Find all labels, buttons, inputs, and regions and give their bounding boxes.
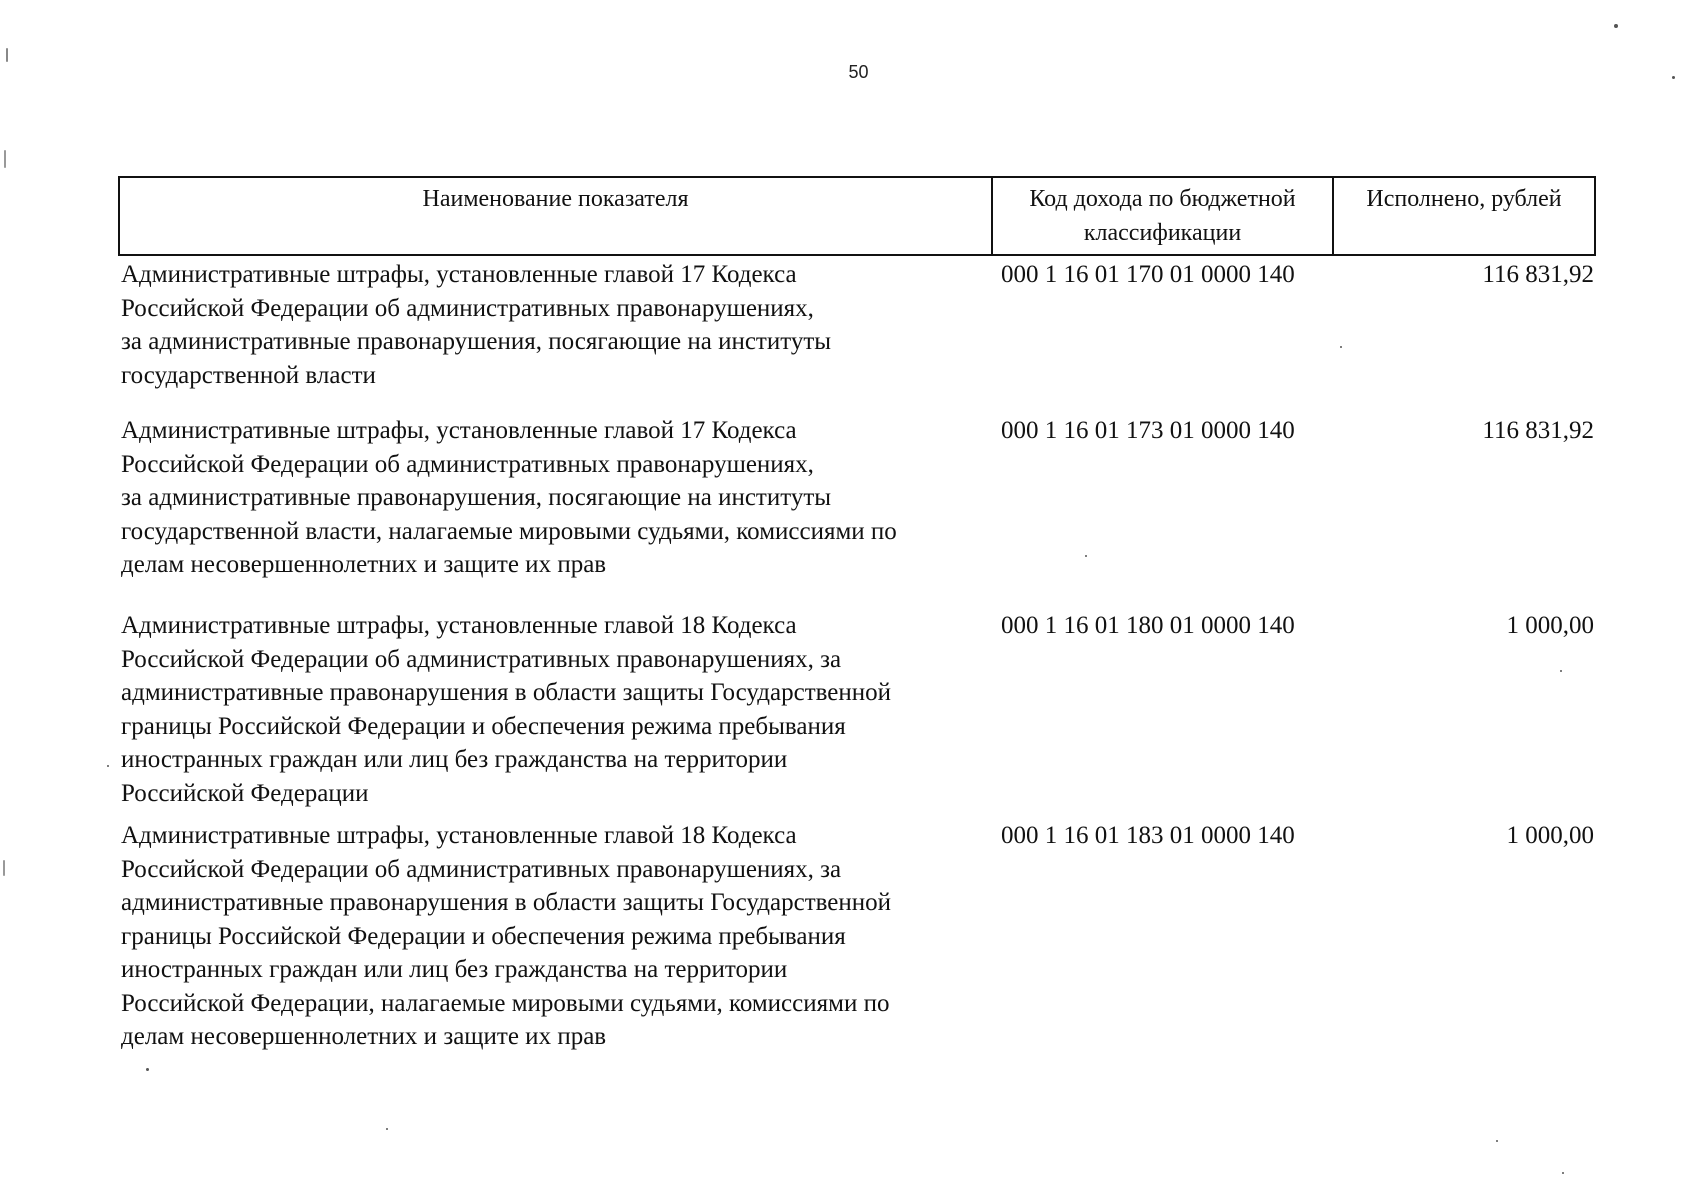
row-name-line: делам несовершеннолетних и защите их прав — [121, 1023, 607, 1050]
row-name-line: административные правонарушения в области защиты Государственной — [121, 889, 892, 916]
row-name-line: Российской Федерации — [121, 779, 369, 807]
scan-speck — [1496, 1140, 1498, 1142]
scan-speck — [1560, 670, 1562, 672]
row-name — [121, 414, 1001, 582]
row-name-line: Российской Федерации об административных правонарушениях, — [121, 450, 814, 478]
scan-speck — [1340, 346, 1342, 348]
row-name-line: Административные штрафы, установленные главой 18 Кодекса — [121, 822, 797, 849]
row-name — [121, 258, 1001, 392]
scan-speck — [146, 1068, 149, 1071]
row-name-line: Российской Федерации об административных правонарушениях, за — [121, 645, 842, 673]
row-name-line: Российской Федерации об административных правонарушениях, — [121, 294, 814, 322]
scan-speck — [1562, 1172, 1564, 1174]
table-header — [118, 176, 1596, 256]
row-name-line: Российской Федерации, налагаемые мировыми судьями, комиссиями по — [121, 989, 890, 1017]
row-name-line: Российской Федерации об административных правонарушениях, за — [121, 855, 842, 883]
row-name-line: административные правонарушения в области защиты Государственной — [121, 679, 892, 706]
row-name — [121, 609, 1001, 810]
row-name-line: делам несовершеннолетних и защите их прав — [121, 551, 607, 578]
row-sum: 1 000,00 — [1506, 612, 1594, 639]
scan-speck — [1672, 76, 1675, 79]
row-name-line: границы Российской Федерации и обеспечения режима пребывания — [121, 922, 846, 950]
row-code: 000 1 16 01 173 01 0000 140 — [1001, 417, 1295, 444]
header-name: Наименование показателя — [120, 178, 993, 254]
row-name-line: за административные правонарушения, посягающие на институты — [121, 328, 832, 355]
row-sum: 116 831,92 — [1482, 261, 1594, 288]
row-name-line: за административные правонарушения, посягающие на институты — [121, 484, 832, 511]
header-code-line1: Код дохода по бюджетной — [1029, 186, 1296, 212]
row-sum: 1 000,00 — [1506, 822, 1594, 849]
header-sum: Исполнено, рублей — [1366, 186, 1562, 212]
scan-speck — [4, 150, 6, 168]
header-code — [993, 178, 1334, 254]
page-number: 50 — [848, 62, 869, 82]
header-code-line2: классификации — [1083, 220, 1242, 246]
scan-speck — [3, 860, 5, 876]
scan-speck — [386, 1128, 388, 1130]
row-name-line: Административные штрафы, установленные главой 17 Кодекса — [121, 261, 797, 288]
row-name-line: иностранных граждан или лиц без гражданства на территории — [121, 746, 788, 773]
scan-speck — [6, 48, 8, 62]
scan-speck — [107, 765, 109, 767]
row-code: 000 1 16 01 170 01 0000 140 — [1001, 261, 1295, 288]
budget-table — [118, 176, 1596, 1050]
row-name — [121, 819, 1001, 1054]
row-code: 000 1 16 01 180 01 0000 140 — [1001, 612, 1295, 639]
row-code: 000 1 16 01 183 01 0000 140 — [1001, 822, 1295, 849]
scan-speck — [1614, 24, 1618, 28]
row-name-line: Административные штрафы, установленные главой 18 Кодекса — [121, 612, 797, 639]
row-name-line: границы Российской Федерации и обеспечения режима пребывания — [121, 712, 846, 740]
row-name-line: государственной власти, налагаемые мировыми судьями, комиссиями по — [121, 517, 897, 545]
row-name-line: иностранных граждан или лиц без гражданства на территории — [121, 956, 788, 983]
row-name-line: Административные штрафы, установленные главой 17 Кодекса — [121, 417, 797, 444]
row-sum: 116 831,92 — [1482, 417, 1594, 444]
scan-speck — [1085, 555, 1087, 557]
row-name-line: государственной власти — [121, 361, 376, 389]
